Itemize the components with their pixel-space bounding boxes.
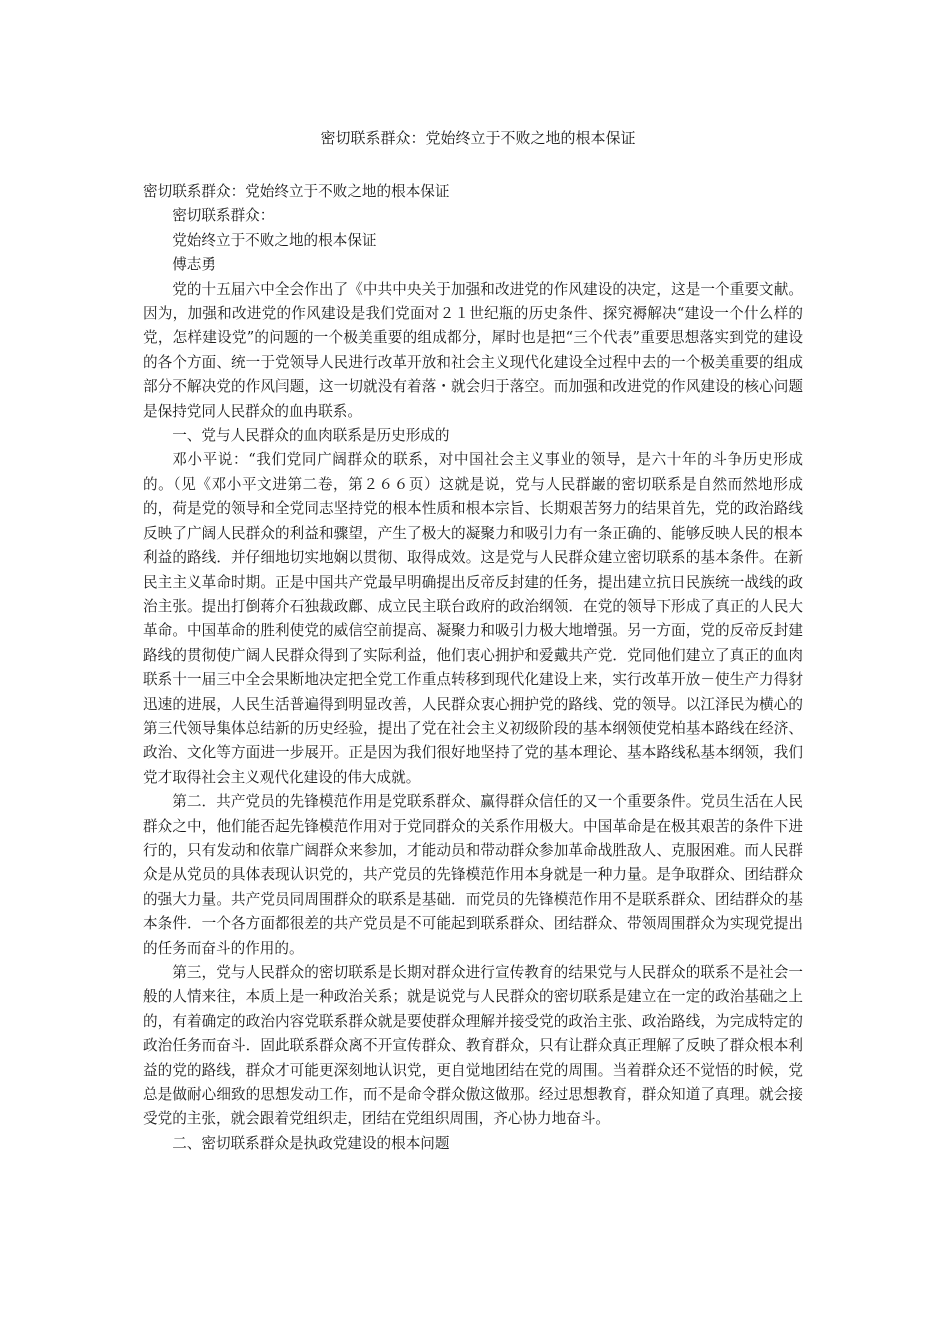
heading-repeat: 密切联系群众：党始终立于不败之地的根本保证 (143, 183, 450, 200)
document-page (143, 128, 803, 1156)
paragraph-third: 第三，党与人民群众的密切联系是长期对群众进行宣传教育的结果党与人民群众的联系不是社会一般的人情来往，本质上是一种政治关系；就是说党与人民群众的密切联系是建立在一定的政治基础之上的，有着确定的政治内容党联系群众就是要使群众理解并接受党的政治主张、政治路线，为完成特定的政治任务而奋斗．固此联系群众离不开宣传群众、教育群众，只有让群众真正理解了反映了群众根本利益的党的路线，群众才可能更深刻地认识党，更自觉地团结在党的周围。当着群众还不觉悟的时候，党总是做耐心细致的思想发动工作，而不是命令群众傲这做那。经过思想教育，群众知道了真理。就会接受党的主张，就会跟着党组织走，团结在党组织周围，齐心协力地奋斗。 (143, 964, 803, 1128)
document-title: 密切联系群众：党始终立于不败之地的根本保证 (320, 129, 636, 147)
paragraph-second: 第二．共产党员的先锋模范作用是党联系群众、赢得群众信任的又一个重要条件。党员生活在人民群众之中，他们能否起先锋模范作用对于党同群众的关系作用极大。中国革命是在极其艰苦的条件下进行的，只有发动和依靠广阔群众来参加，才能动员和带动群众参加革命战胜敌人、克服困难。而人民群众是从党员的具体表现认识党的，共产党员的先锋模范作用本身就是一种力量。是争取群众、团结群众的强大力量。共产党员同周围群众的联系是基础．而党员的先锋模范作用不是联系群众、团结群众的基本条件．一个各方面都很差的共产党员是不可能起到联系群众、团结群众、带领周围群众为实现党提出的任务而奋斗的作用的。 (143, 793, 803, 957)
author: 傅志勇 (172, 256, 216, 274)
paragraph-first: 邓小平说：“我们党同广阔群众的联系，对中国社会主义事业的领导，是六十年的斗争历史形成的。（见《邓小平文进第二卷，第２６６页）这就是说，党与人民群巌的密切联系是自然而然地形成的，荷是党的领导和全党同志坚持党的根本性质和根本宗旨、长期艰苦努力的结果首先，党的政治路线反映了广阔人民群众的利益和骤望，产生了极大的凝聚力和吸引力有一条正确的、能够反映人民的根本利益的路线．并仔细地切实地娴以贯彻、取得成效。这是党与人民群众建立密切联系的基本条件。在新民主主义革命时期。正是中国共产党最早明确提出反帝反封建的任务，提出建立抗日民族统一战线的政治主张。提出打倒蒋介石独裁政鄜、成立民主联台政府的政治纲领．在党的领导下形成了真正的人民大革命。中国革命的胜利使党的威信空前提高、凝聚力和吸引力极大地增强。另一方面，党的反帝反封建路线的贯彻使广阔人民群众得到了实际利益，他们衷心拥护和爱戴共产党．党同他们建立了真正的血肉联系十一届三中全会果断地决定把全党工作重点转移到现代化建设上来，实行改革开放－使生产力得豺迅速的进展，人民生活普遍得到明显改善，人民群众衷心拥护党的路线、党的领导。以江泽民为横心的第三代领导集体总结新的历史经验，提出了党在社会主义初级阶段的基本纲领使党柏基本路线在经济、政治、文化等方面进一步展开。正是因为我们很好地坚持了党的基本理论、基本路线私基本纲领，我们党才取得社会主义观代化建设的伟大成就。 (143, 451, 803, 786)
paragraph-intro: 党的十五届六中全会作出了《中共中央关于加强和改进党的作风建设的决定，这是一个重要文献。因为，加强和改进党的作风建设是我们党面对２１世纪瓶的历史条件、探究褥解决“建设一个什么样的党，怎样建设党”的问题的一个极美重要的组成都分，犀时也是把“三个代表”重要思想落实到党的建设的各个方面、统一于党领导人民进行改革开放和社会主义现代化建设全过程中去的一个极美重要的组成部分不解决党的作风闫题，这一切就没有着落・就会归于落空。而加强和改进党的作风建设的核心问题是保持党同人民群众的血冉联系。 (143, 280, 803, 420)
document-body (143, 180, 803, 1156)
section-heading-1: 一、党与人民群众的血肉联系是历史形成的 (172, 427, 450, 445)
subtitle-line-1: 密切联系群众： (172, 207, 275, 225)
section-heading-2: 二、密切联系群众是执政党建设的根本问题 (172, 1134, 450, 1152)
subtitle-line-2: 党始终立于不败之地的根本保证 (172, 231, 377, 249)
